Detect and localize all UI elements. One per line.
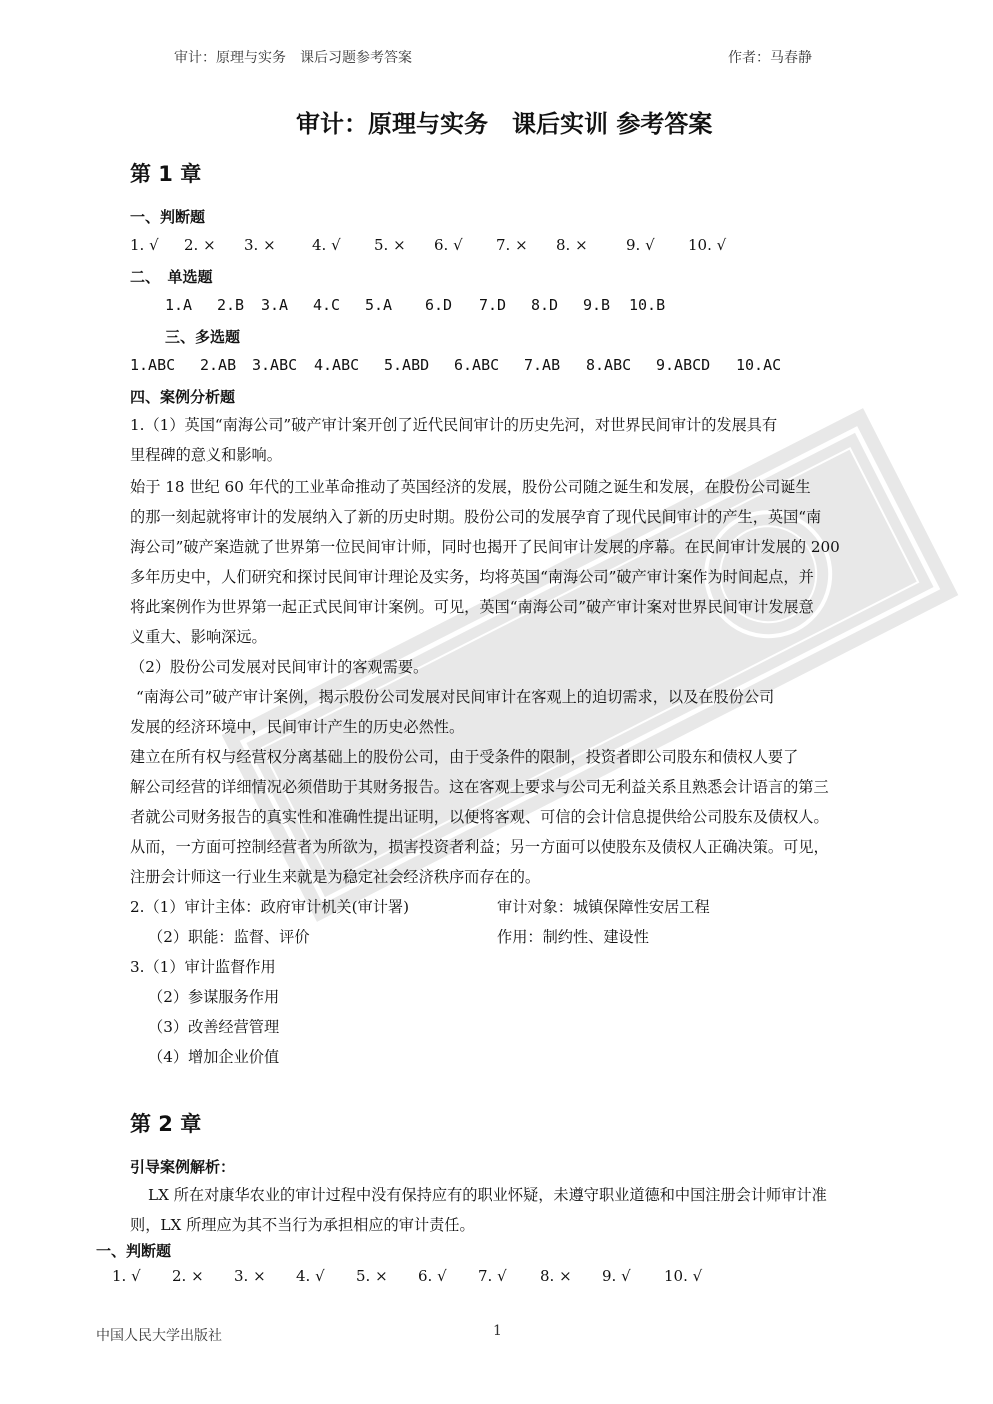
answer: 8. × bbox=[540, 1267, 572, 1285]
answer: 5. × bbox=[374, 236, 406, 254]
chapter-2-heading: 第 2 章 bbox=[130, 1112, 202, 1136]
case-paragraph-line: 1.（1）英国“南海公司”破产审计案开创了近代民间审计的历史先河，对世界民间审计的发展具有 bbox=[130, 416, 778, 434]
q3-item: （3）改善经营管理 bbox=[148, 1018, 280, 1036]
answer: 4.C bbox=[313, 296, 341, 314]
ch2-intro-line: 则，LX 所理应为其不当行为承担相应的审计责任。 bbox=[130, 1216, 475, 1234]
running-header-author: 作者：马春静 bbox=[728, 50, 812, 66]
ch2-intro-heading: 引导案例解析： bbox=[130, 1158, 236, 1176]
answer: 1. √ bbox=[112, 1267, 141, 1285]
answer: 8.D bbox=[531, 296, 559, 314]
q2-audit-object: 审计对象：城镇保障性安居工程 bbox=[497, 898, 710, 916]
page-number: 1 bbox=[493, 1323, 502, 1339]
answer: 6. √ bbox=[434, 236, 463, 254]
answer: 7.AB bbox=[524, 356, 561, 374]
answer: 10.AC bbox=[736, 356, 782, 374]
q3-item: （4）增加企业价值 bbox=[148, 1048, 280, 1066]
answer: 7.D bbox=[479, 296, 507, 314]
ch1-judgment-answers bbox=[130, 236, 726, 254]
answer: 5.ABD bbox=[384, 356, 430, 374]
answer: 9.B bbox=[583, 296, 611, 314]
q2-audit-role: 作用：制约性、建设性 bbox=[497, 928, 649, 946]
ch1-single-answers bbox=[165, 296, 665, 314]
case-paragraph-line: 的那一刻起就将审计的发展纳入了新的历史时期。股份公司的发展孕育了现代民间审计的产生，英国“南 bbox=[130, 508, 822, 526]
case-paragraph-line: 多年历史中，人们研究和探讨民间审计理论及实务，均将英国“南海公司”破产审计案作为时间起点，并 bbox=[130, 568, 814, 586]
chapter-1-heading: 第 1 章 bbox=[130, 162, 202, 186]
answer: 8.ABC bbox=[586, 356, 632, 374]
answer: 1. √ bbox=[130, 236, 159, 254]
case-paragraph-line: （2）股份公司发展对民间审计的客观需要。 bbox=[130, 658, 429, 676]
answer: 6.D bbox=[425, 296, 453, 314]
answer: 9. √ bbox=[602, 1267, 631, 1285]
document-title: 审计：原理与实务 课后实训 参考答案 bbox=[296, 110, 713, 138]
case-paragraph-line: 里程碑的意义和影响。 bbox=[130, 446, 282, 464]
answer: 4. √ bbox=[312, 236, 341, 254]
ch2-intro-line: LX 所在对康华农业的审计过程中没有保持应有的职业怀疑，未遵守职业道德和中国注册会计师审计准 bbox=[148, 1186, 827, 1204]
ch2-judgment-heading: 一、判断题 bbox=[96, 1242, 172, 1260]
answer: 3. × bbox=[244, 236, 276, 254]
answer: 2.AB bbox=[200, 356, 237, 374]
answer: 3.ABC bbox=[252, 356, 298, 374]
case-paragraph-line: 者就公司财务报告的真实性和准确性提出证明，以便将客观、可信的会计信息提供给公司股东及债权人。 bbox=[130, 808, 829, 826]
running-header-title: 审计：原理与实务 课后习题参考答案 bbox=[174, 50, 412, 66]
case-paragraph-line: 海公司”破产案造就了世界第一位民间审计师，同时也揭开了民间审计发展的序幕。在民间审计发展的 200 bbox=[130, 538, 840, 556]
ch1-judgment-heading: 一、判断题 bbox=[130, 208, 206, 226]
case-paragraph-line: 从而，一方面可控制经营者为所欲为，损害投资者利益；另一方面可以使股东及债权人正确决策。可见， bbox=[130, 838, 829, 856]
case-paragraph-line: 义重大、影响深远。 bbox=[130, 628, 267, 646]
answer: 1.ABC bbox=[130, 356, 176, 374]
q2-audit-function: （2）职能：监督、评价 bbox=[148, 928, 310, 946]
answer: 2.B bbox=[217, 296, 245, 314]
ch1-multiple-answers bbox=[130, 356, 781, 374]
answer: 8. × bbox=[556, 236, 588, 254]
q2-audit-subject: 2.（1）审计主体：政府审计机关(审计署) bbox=[130, 898, 410, 916]
answer: 1.A bbox=[165, 296, 193, 314]
ch1-single-heading: 二、 单选题 bbox=[130, 268, 213, 286]
answer: 2. × bbox=[184, 236, 216, 254]
answer: 3.A bbox=[261, 296, 289, 314]
answer: 10. √ bbox=[688, 236, 727, 254]
answer: 7. × bbox=[496, 236, 528, 254]
q3-item: 3.（1）审计监督作用 bbox=[130, 958, 276, 976]
case-paragraph-line: 建立在所有权与经营权分离基础上的股份公司，由于受条件的限制，投资者即公司股东和债权人要了 bbox=[130, 748, 799, 766]
case-paragraph-line: 注册会计师这一行业生来就是为稳定社会经济秩序而存在的。 bbox=[130, 868, 541, 886]
answer: 9. √ bbox=[626, 236, 655, 254]
answer: 7. √ bbox=[478, 1267, 507, 1285]
answer: 10. √ bbox=[664, 1267, 703, 1285]
ch2-judgment-answers bbox=[112, 1267, 702, 1285]
answer: 4.ABC bbox=[314, 356, 360, 374]
case-paragraph-line: 发展的经济环境中，民间审计产生的历史必然性。 bbox=[130, 718, 465, 736]
answer: 3. × bbox=[234, 1267, 266, 1285]
ch1-case-heading: 四、案例分析题 bbox=[130, 388, 236, 406]
answer: 10.B bbox=[629, 296, 666, 314]
answer: 6.ABC bbox=[454, 356, 500, 374]
case-paragraph-line: 解公司经营的详细情况必须借助于其财务报告。这在客观上要求与公司无利益关系且熟悉会计语言的第三 bbox=[130, 778, 829, 796]
answer: 5.A bbox=[365, 296, 393, 314]
case-paragraph-line: “南海公司”破产审计案例，揭示股份公司发展对民间审计在客观上的迫切需求，以及在股份公司 bbox=[136, 688, 775, 706]
answer: 4. √ bbox=[296, 1267, 325, 1285]
footer-publisher: 中国人民大学出版社 bbox=[96, 1328, 222, 1344]
case-paragraph-line: 将此案例作为世界第一起正式民间审计案例。可见，英国“南海公司”破产审计案对世界民间审计发展意 bbox=[130, 598, 814, 616]
answer: 9.ABCD bbox=[656, 356, 711, 374]
answer: 6. √ bbox=[418, 1267, 447, 1285]
q3-item: （2）参谋服务作用 bbox=[148, 988, 280, 1006]
ch1-multiple-heading: 三、多选题 bbox=[165, 328, 241, 346]
answer: 5. × bbox=[356, 1267, 388, 1285]
answer: 2. × bbox=[172, 1267, 204, 1285]
case-paragraph-line: 始于 18 世纪 60 年代的工业革命推动了英国经济的发展，股份公司随之诞生和发展，在股份公司诞生 bbox=[130, 478, 811, 496]
